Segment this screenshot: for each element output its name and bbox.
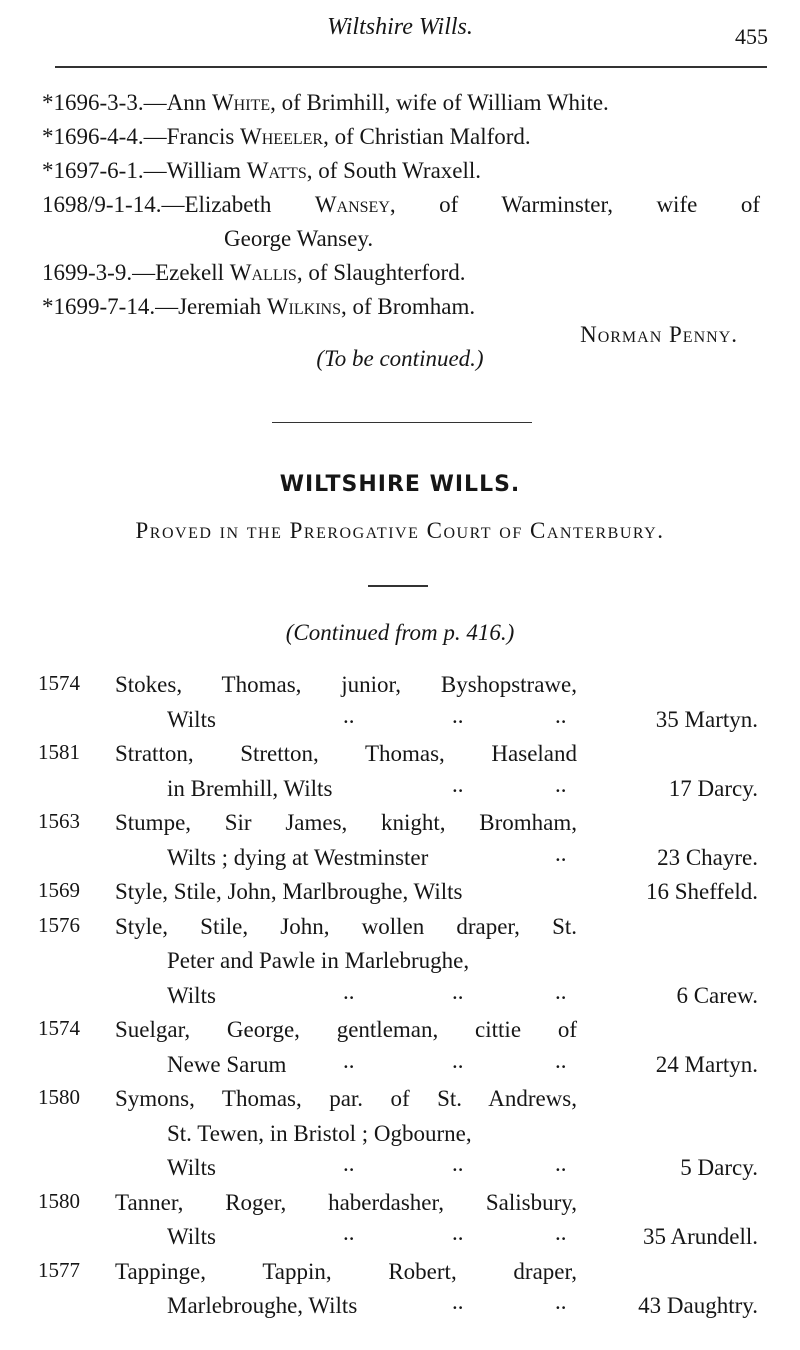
will-text-line: Wilts ; dying at Westminster bbox=[167, 844, 429, 870]
will-entry bbox=[42, 290, 760, 324]
given-name: Ann bbox=[166, 90, 212, 115]
entry-text bbox=[42, 158, 481, 183]
surname: White bbox=[211, 90, 271, 115]
will-text-line: Symons, Thomas, par. of St. Andrews, bbox=[115, 1086, 577, 1111]
dot-leader: .. bbox=[555, 840, 567, 866]
entry-continuation: George Wansey. bbox=[224, 226, 374, 251]
will-text-line: Suelgar, George, gentleman, cittie of bbox=[115, 1017, 577, 1042]
entry-text bbox=[42, 260, 465, 285]
will-text-line: Stratton, Stretton, Thomas, Haseland bbox=[115, 741, 577, 766]
given-name: Jeremiah bbox=[178, 294, 267, 319]
entry-date: *1696-3-3.— bbox=[42, 90, 167, 115]
will-reference: 43 Daughtry. bbox=[638, 1293, 758, 1318]
dot-leader: .. bbox=[452, 702, 464, 728]
entry-detail: , of Warminster, wife of bbox=[389, 192, 760, 217]
will-entry bbox=[42, 256, 760, 290]
dot-leader: .. bbox=[555, 1151, 567, 1176]
will-text-line: Style, Stile, John, wollen draper, St. bbox=[115, 913, 577, 939]
will-text-line: Wilts bbox=[167, 1224, 216, 1249]
will-text-line: Stumpe, Sir James, knight, Bromham, bbox=[115, 810, 577, 835]
dot-leader: .. bbox=[555, 771, 567, 797]
entry-date: 1699-3-9.— bbox=[42, 260, 156, 285]
given-name: Elizabeth bbox=[184, 192, 315, 217]
dot-leader: .. bbox=[555, 1289, 567, 1314]
dot-leader: .. bbox=[555, 1220, 567, 1245]
will-year: 1576 bbox=[38, 912, 80, 937]
will-entry bbox=[42, 120, 760, 154]
running-title: Wiltshire Wills. bbox=[327, 14, 473, 40]
entry-detail: , of Brimhill, wife of William White. bbox=[270, 90, 609, 115]
dot-leader: .. bbox=[343, 1220, 355, 1245]
dot-leader: .. bbox=[343, 978, 355, 1004]
will-year: 1580 bbox=[38, 1188, 80, 1213]
dot-leader: .. bbox=[555, 978, 567, 1004]
dot-leader: .. bbox=[555, 1047, 567, 1073]
will-text-line: Wilts bbox=[167, 1155, 216, 1180]
will-text-line: Newe Sarum bbox=[167, 1051, 287, 1077]
page-number: 455 bbox=[735, 24, 768, 49]
author-signature: Norman Penny. bbox=[580, 322, 738, 347]
given-name: Francis bbox=[166, 124, 241, 149]
will-year: 1574 bbox=[38, 671, 80, 695]
will-text-line: Tanner, Roger, haberdasher, Salisbury, bbox=[115, 1189, 577, 1215]
will-text-line: Stokes, Thomas, junior, Byshopstrawe, bbox=[115, 672, 577, 697]
will-year: 1577 bbox=[38, 1257, 80, 1282]
short-divider bbox=[368, 585, 428, 587]
will-reference: 35 Arundell. bbox=[643, 1224, 758, 1249]
dot-leader: .. bbox=[452, 1047, 464, 1073]
will-year: 1580 bbox=[38, 1085, 80, 1109]
dot-leader: .. bbox=[343, 702, 355, 728]
will-text-line: St. Tewen, in Bristol ; Ogbourne, bbox=[167, 1120, 472, 1146]
section-heading: WILTSHIRE WILLS. bbox=[279, 472, 521, 497]
will-reference: 24 Martyn. bbox=[655, 1051, 758, 1077]
dot-leader: .. bbox=[452, 771, 464, 797]
entry-text bbox=[42, 124, 531, 149]
will-text-line: Marlebroughe, Wilts bbox=[167, 1293, 358, 1318]
surname: Watts bbox=[246, 158, 307, 183]
will-text-line: Peter and Pawle in Marlebrughe, bbox=[167, 948, 470, 973]
will-entry bbox=[42, 86, 760, 120]
surname: Wheeler bbox=[240, 124, 324, 149]
will-text-line: Wilts bbox=[167, 706, 216, 732]
entry-date: *1696-4-4.— bbox=[42, 124, 167, 149]
will-reference: 35 Martyn. bbox=[655, 706, 758, 732]
surname: Wallis bbox=[229, 260, 297, 285]
section-subheading: Proved in the Prerogative Court of Canterbury. bbox=[135, 518, 665, 543]
will-reference: 6 Carew. bbox=[676, 982, 758, 1008]
entry-text bbox=[42, 294, 475, 319]
entry-text bbox=[42, 188, 760, 222]
will-reference: 16 Sheffeld. bbox=[645, 879, 758, 904]
dot-leader: .. bbox=[452, 978, 464, 1004]
will-entry bbox=[42, 188, 760, 256]
will-reference: 5 Darcy. bbox=[680, 1155, 758, 1180]
dot-leader: .. bbox=[452, 1220, 464, 1245]
surname: Wansey bbox=[314, 192, 390, 217]
continued-from-note: (Continued from p. 416.) bbox=[285, 620, 515, 645]
entry-detail: , of Christian Malford. bbox=[323, 124, 531, 149]
dot-leader: .. bbox=[452, 1151, 464, 1176]
entry-detail: , of Slaughterford. bbox=[296, 260, 466, 285]
dot-leader: .. bbox=[343, 1151, 355, 1176]
header-rule bbox=[55, 66, 767, 68]
will-text-line: in Bremhill, Wilts bbox=[167, 775, 333, 801]
dot-leader: .. bbox=[555, 702, 567, 728]
given-name: Ezekell bbox=[155, 260, 230, 285]
will-text-line: Tappinge, Tappin, Robert, draper, bbox=[115, 1258, 577, 1284]
will-reference: 17 Darcy. bbox=[668, 775, 758, 801]
entry-date: 1698/9-1-14.— bbox=[42, 192, 185, 217]
entry-detail: , of Bromham. bbox=[341, 294, 476, 319]
entry-date: *1697-6-1.— bbox=[42, 158, 167, 183]
will-text-line: Style, Stile, John, Marlbroughe, Wilts bbox=[115, 879, 463, 904]
surname: Wilkins bbox=[266, 294, 341, 319]
will-year: 1569 bbox=[38, 878, 80, 902]
given-name: William bbox=[166, 158, 247, 183]
entry-text bbox=[42, 90, 609, 115]
dot-leader: .. bbox=[343, 1047, 355, 1073]
will-entry bbox=[42, 154, 760, 188]
entry-date: *1699-7-14.— bbox=[42, 294, 179, 319]
dot-leader: .. bbox=[452, 1289, 464, 1314]
entry-detail: , of South Wraxell. bbox=[306, 158, 482, 183]
section-divider bbox=[272, 422, 532, 423]
will-year: 1563 bbox=[38, 809, 80, 833]
to-be-continued-note: (To be continued.) bbox=[316, 346, 484, 371]
will-reference: 23 Chayre. bbox=[657, 844, 758, 870]
will-text-line: Wilts bbox=[167, 982, 216, 1008]
will-year: 1581 bbox=[38, 740, 80, 764]
will-year: 1574 bbox=[38, 1016, 80, 1040]
